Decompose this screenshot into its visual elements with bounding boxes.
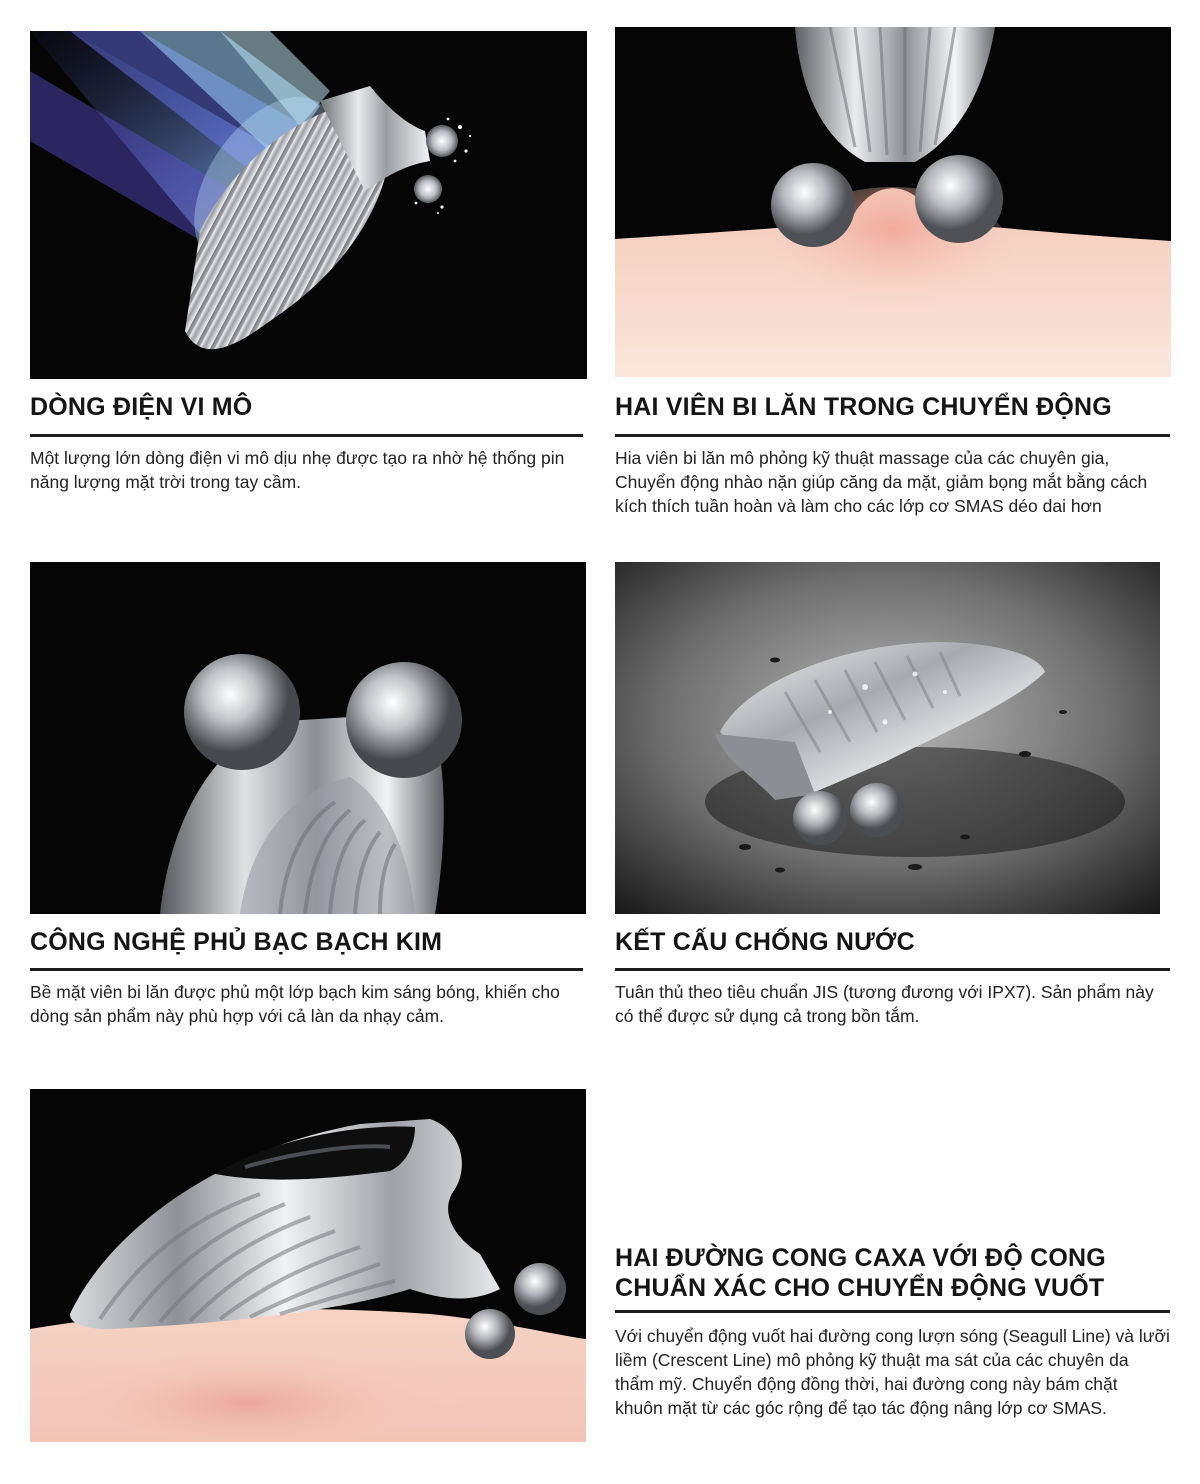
photo-micro-current [30,31,587,379]
photo-rolling-balls [615,27,1171,377]
section-description-curved-design: Với chuyển động vuốt hai đường cong lượn sóng (Seagull Line) và lưỡi liềm (Crescent Line) mô phỏng kỹ thuật ma sát của các chuyên da thẩm mỹ. Chuyển động đồng thời, hai đường cong này bám chặt khuôn mặt từ các góc rộng để tạo tác động nâng lớp cơ SMAS. [615,1326,1170,1418]
section-description-platinum-coating: Bề mặt viên bi lăn được phủ một lớp bạch kim sáng bóng, khiến cho dòng sản phẩm này phù hợp với cả làn da nhạy cảm. [30,982,560,1026]
photo-waterproof [615,562,1160,914]
section-title-curved-design-line2: CHUẨN XÁC CHO CHUYỂN ĐỘNG VUỐT [615,1274,1105,1302]
section-title-rolling-balls: HAI VIÊN BI LĂN TRONG CHUYỂN ĐỘNG [615,393,1112,421]
section-title-waterproof: KẾT CẤU CHỐNG NƯỚC [615,928,915,956]
section-title-curved-design-line1: HAI ĐƯỜNG CONG CAXA VỚI ĐỘ CONG [615,1244,1106,1272]
divider [30,434,583,437]
divider [615,434,1170,437]
section-description-micro-current: Một lượng lớn dòng điện vi mô dịu nhẹ được tạo ra nhờ hệ thống pin năng lượng mặt trời trong tay cầm. [30,448,565,492]
section-title-platinum-coating: CÔNG NGHỆ PHỦ BẠC BẠCH KIM [30,928,443,956]
section-title-micro-current: DÒNG ĐIỆN VI MÔ [30,393,253,421]
divider [615,1310,1170,1313]
section-description-rolling-balls: Hia viên bi lăn mô phỏng kỹ thuật massage của các chuyên gia, Chuyển động nhào nặn giúp căng da mặt, giảm bọng mắt bằng cách kích thích tuần hoàn và làm cho các lớp cơ SMAS déo dai hơn [615,448,1148,516]
divider [615,968,1170,971]
section-description-waterproof: Tuân thủ theo tiêu chuẩn JIS (tương đương với IPX7). Sản phẩm này có thể được sử dụng cả trong bồn tắm. [615,982,1154,1026]
photo-platinum-coating [30,562,586,914]
photo-curved-design [30,1089,586,1442]
divider [30,968,583,971]
